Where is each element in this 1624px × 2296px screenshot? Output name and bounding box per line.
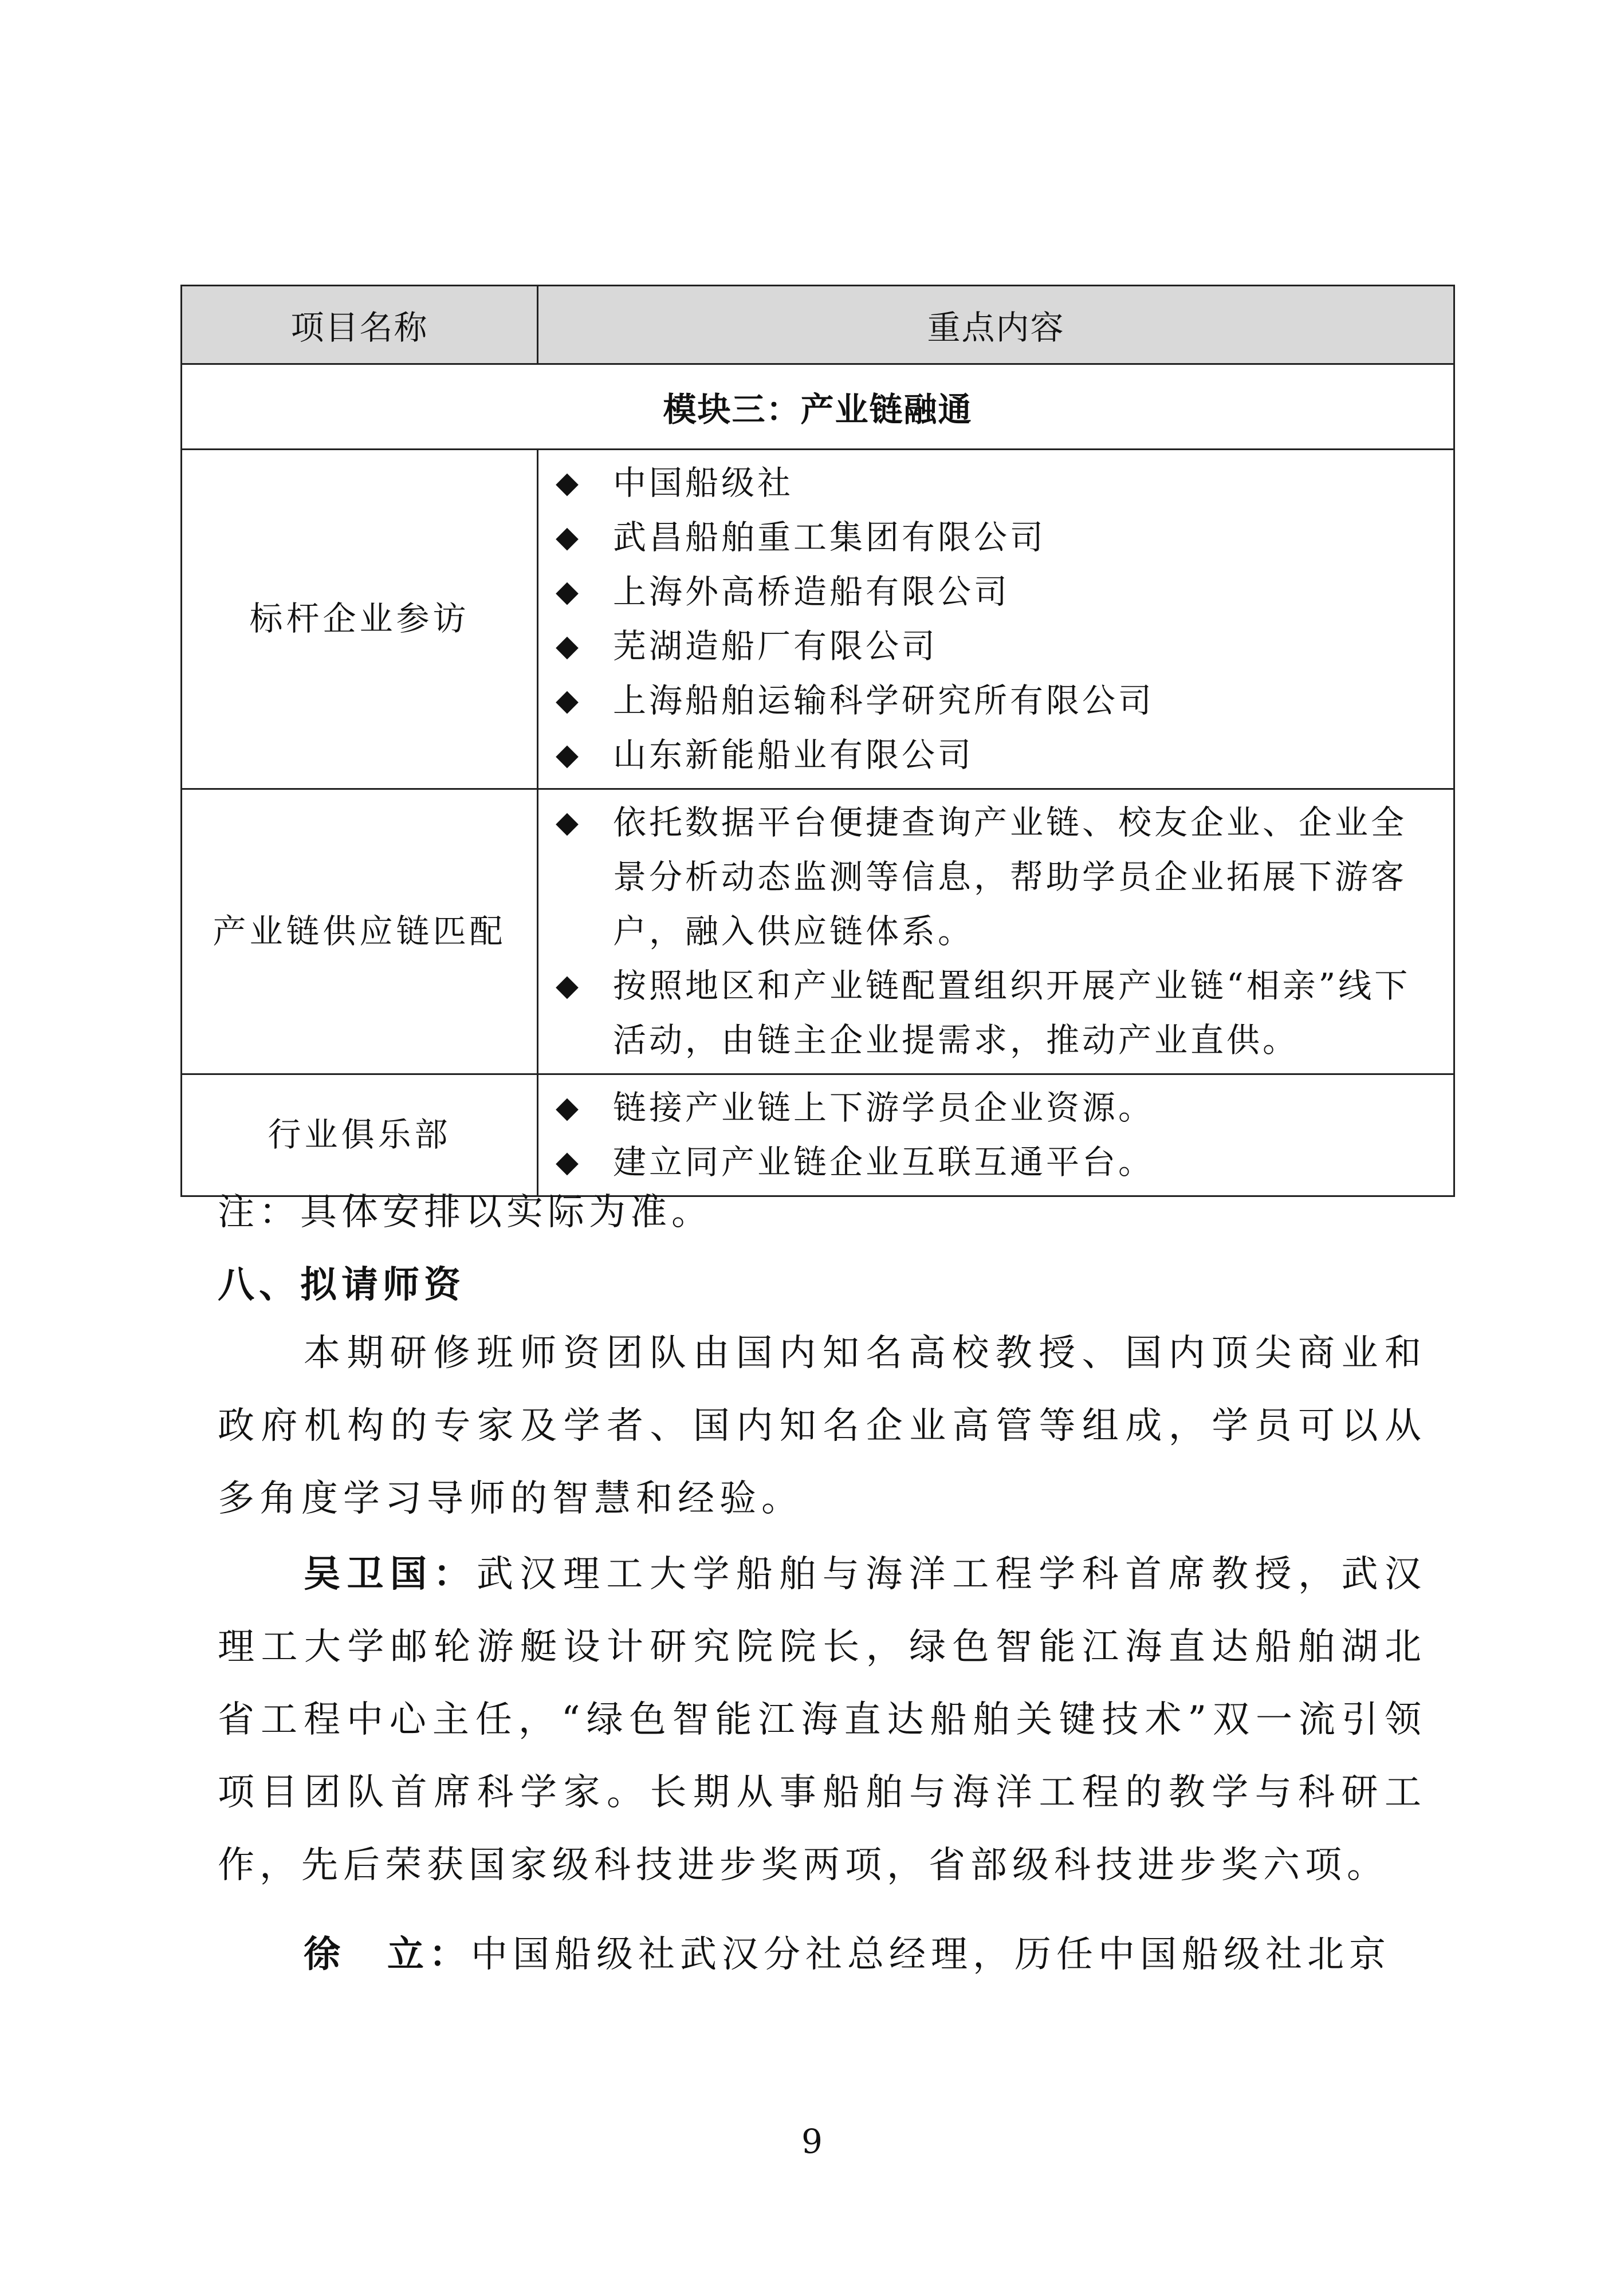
- diamond-bullet-icon: ◆: [556, 805, 581, 840]
- bullet-item: [556, 1081, 1442, 1135]
- bullet-text: 山东新能船业有限公司: [613, 735, 974, 774]
- section-heading: 八、拟请师资: [218, 1264, 465, 1306]
- bullet-item: [556, 510, 1442, 565]
- faculty-name: 吴卫国：: [304, 1553, 477, 1596]
- bullet-list: [556, 795, 1442, 1068]
- bullet-item: [556, 619, 1442, 674]
- diamond-bullet-icon: ◆: [556, 466, 581, 500]
- row-project-name: 产业链供应链匹配: [182, 789, 538, 1074]
- header-project-name: 项目名称: [182, 286, 538, 364]
- diamond-bullet-icon: ◆: [556, 968, 581, 1003]
- bullet-text: 建立同产业链企业互联互通平台。: [613, 1143, 1155, 1182]
- bullet-item: [556, 565, 1442, 619]
- program-table-container: [180, 285, 1453, 1197]
- module-title: 模块三：产业链融通: [182, 364, 1454, 450]
- bullet-item: [556, 456, 1442, 510]
- bullet-text: 武昌船舶重工集团有限公司: [613, 518, 1047, 557]
- row-content: [538, 789, 1454, 1074]
- table-note: 注：具体安排以实际为准。: [218, 1191, 713, 1234]
- faculty-bio: 武汉理工大学船舶与海洋工程学科首席教授，武汉理工大学邮轮游艇设计研究院院长，绿色智能江海直达船舶湖北省工程中心主任，“绿色智能江海直达船舶关键技术”双一流引领项目团队首席科学家。长期从事船舶与海洋工程的教学与科研工作，先后荣获国家级科技进步奖两项，省部级科技进步奖六项。: [218, 1553, 1426, 1887]
- diamond-bullet-icon: ◆: [556, 683, 581, 718]
- faculty-name: 徐 立：: [304, 1933, 471, 1976]
- table-row: [182, 1074, 1454, 1196]
- diamond-bullet-icon: ◆: [556, 520, 581, 554]
- table-row: [182, 450, 1454, 789]
- bullet-list: [556, 456, 1442, 782]
- bullet-list: [556, 1081, 1442, 1190]
- bullet-text: 上海船舶运输科学研究所有限公司: [613, 681, 1155, 720]
- module-title-row: [182, 364, 1454, 450]
- program-table: [180, 285, 1455, 1197]
- row-content: [538, 1074, 1454, 1196]
- faculty-paragraph: [218, 1919, 1426, 1991]
- bullet-text: 链接产业链上下游学员企业资源。: [613, 1088, 1155, 1127]
- diamond-bullet-icon: ◆: [556, 1090, 581, 1125]
- intro-paragraph: 本期研修班师资团队由国内知名高校教授、国内顶尖商业和政府机构的专家及学者、国内知名企业高管等组成，学员可以从多角度学习导师的智慧和经验。: [218, 1332, 1426, 1520]
- table-row: [182, 789, 1454, 1074]
- header-key-content: 重点内容: [538, 286, 1454, 364]
- faculty-paragraph: [218, 1538, 1426, 1902]
- bullet-item: [556, 674, 1442, 728]
- bullet-text: 上海外高桥造船有限公司: [613, 572, 1010, 611]
- bullet-item: [556, 795, 1442, 959]
- bullet-item: [556, 959, 1442, 1068]
- bullet-text: 中国船级社: [613, 463, 794, 502]
- diamond-bullet-icon: ◆: [556, 574, 581, 609]
- page-number: 9: [801, 2122, 823, 2161]
- row-content: [538, 450, 1454, 789]
- diamond-bullet-icon: ◆: [556, 738, 581, 772]
- faculty-bio: 中国船级社武汉分社总经理，历任中国船级社北京: [471, 1933, 1391, 1976]
- table-header-row: [182, 286, 1454, 364]
- bullet-item: [556, 728, 1442, 782]
- bullet-text: 按照地区和产业链配置组织开展产业链“相亲”线下活动，由链主企业提需求，推动产业直供。: [613, 966, 1411, 1060]
- row-project-name: 标杆企业参访: [182, 450, 538, 789]
- bullet-item: [556, 1135, 1442, 1190]
- diamond-bullet-icon: ◆: [556, 629, 581, 663]
- diamond-bullet-icon: ◆: [556, 1145, 581, 1179]
- bullet-text: 依托数据平台便捷查询产业链、校友企业、企业全景分析动态监测等信息，帮助学员企业拓展下游客户，融入供应链体系。: [613, 803, 1407, 951]
- row-project-name: 行业俱乐部: [182, 1074, 538, 1196]
- bullet-text: 芜湖造船厂有限公司: [613, 627, 938, 665]
